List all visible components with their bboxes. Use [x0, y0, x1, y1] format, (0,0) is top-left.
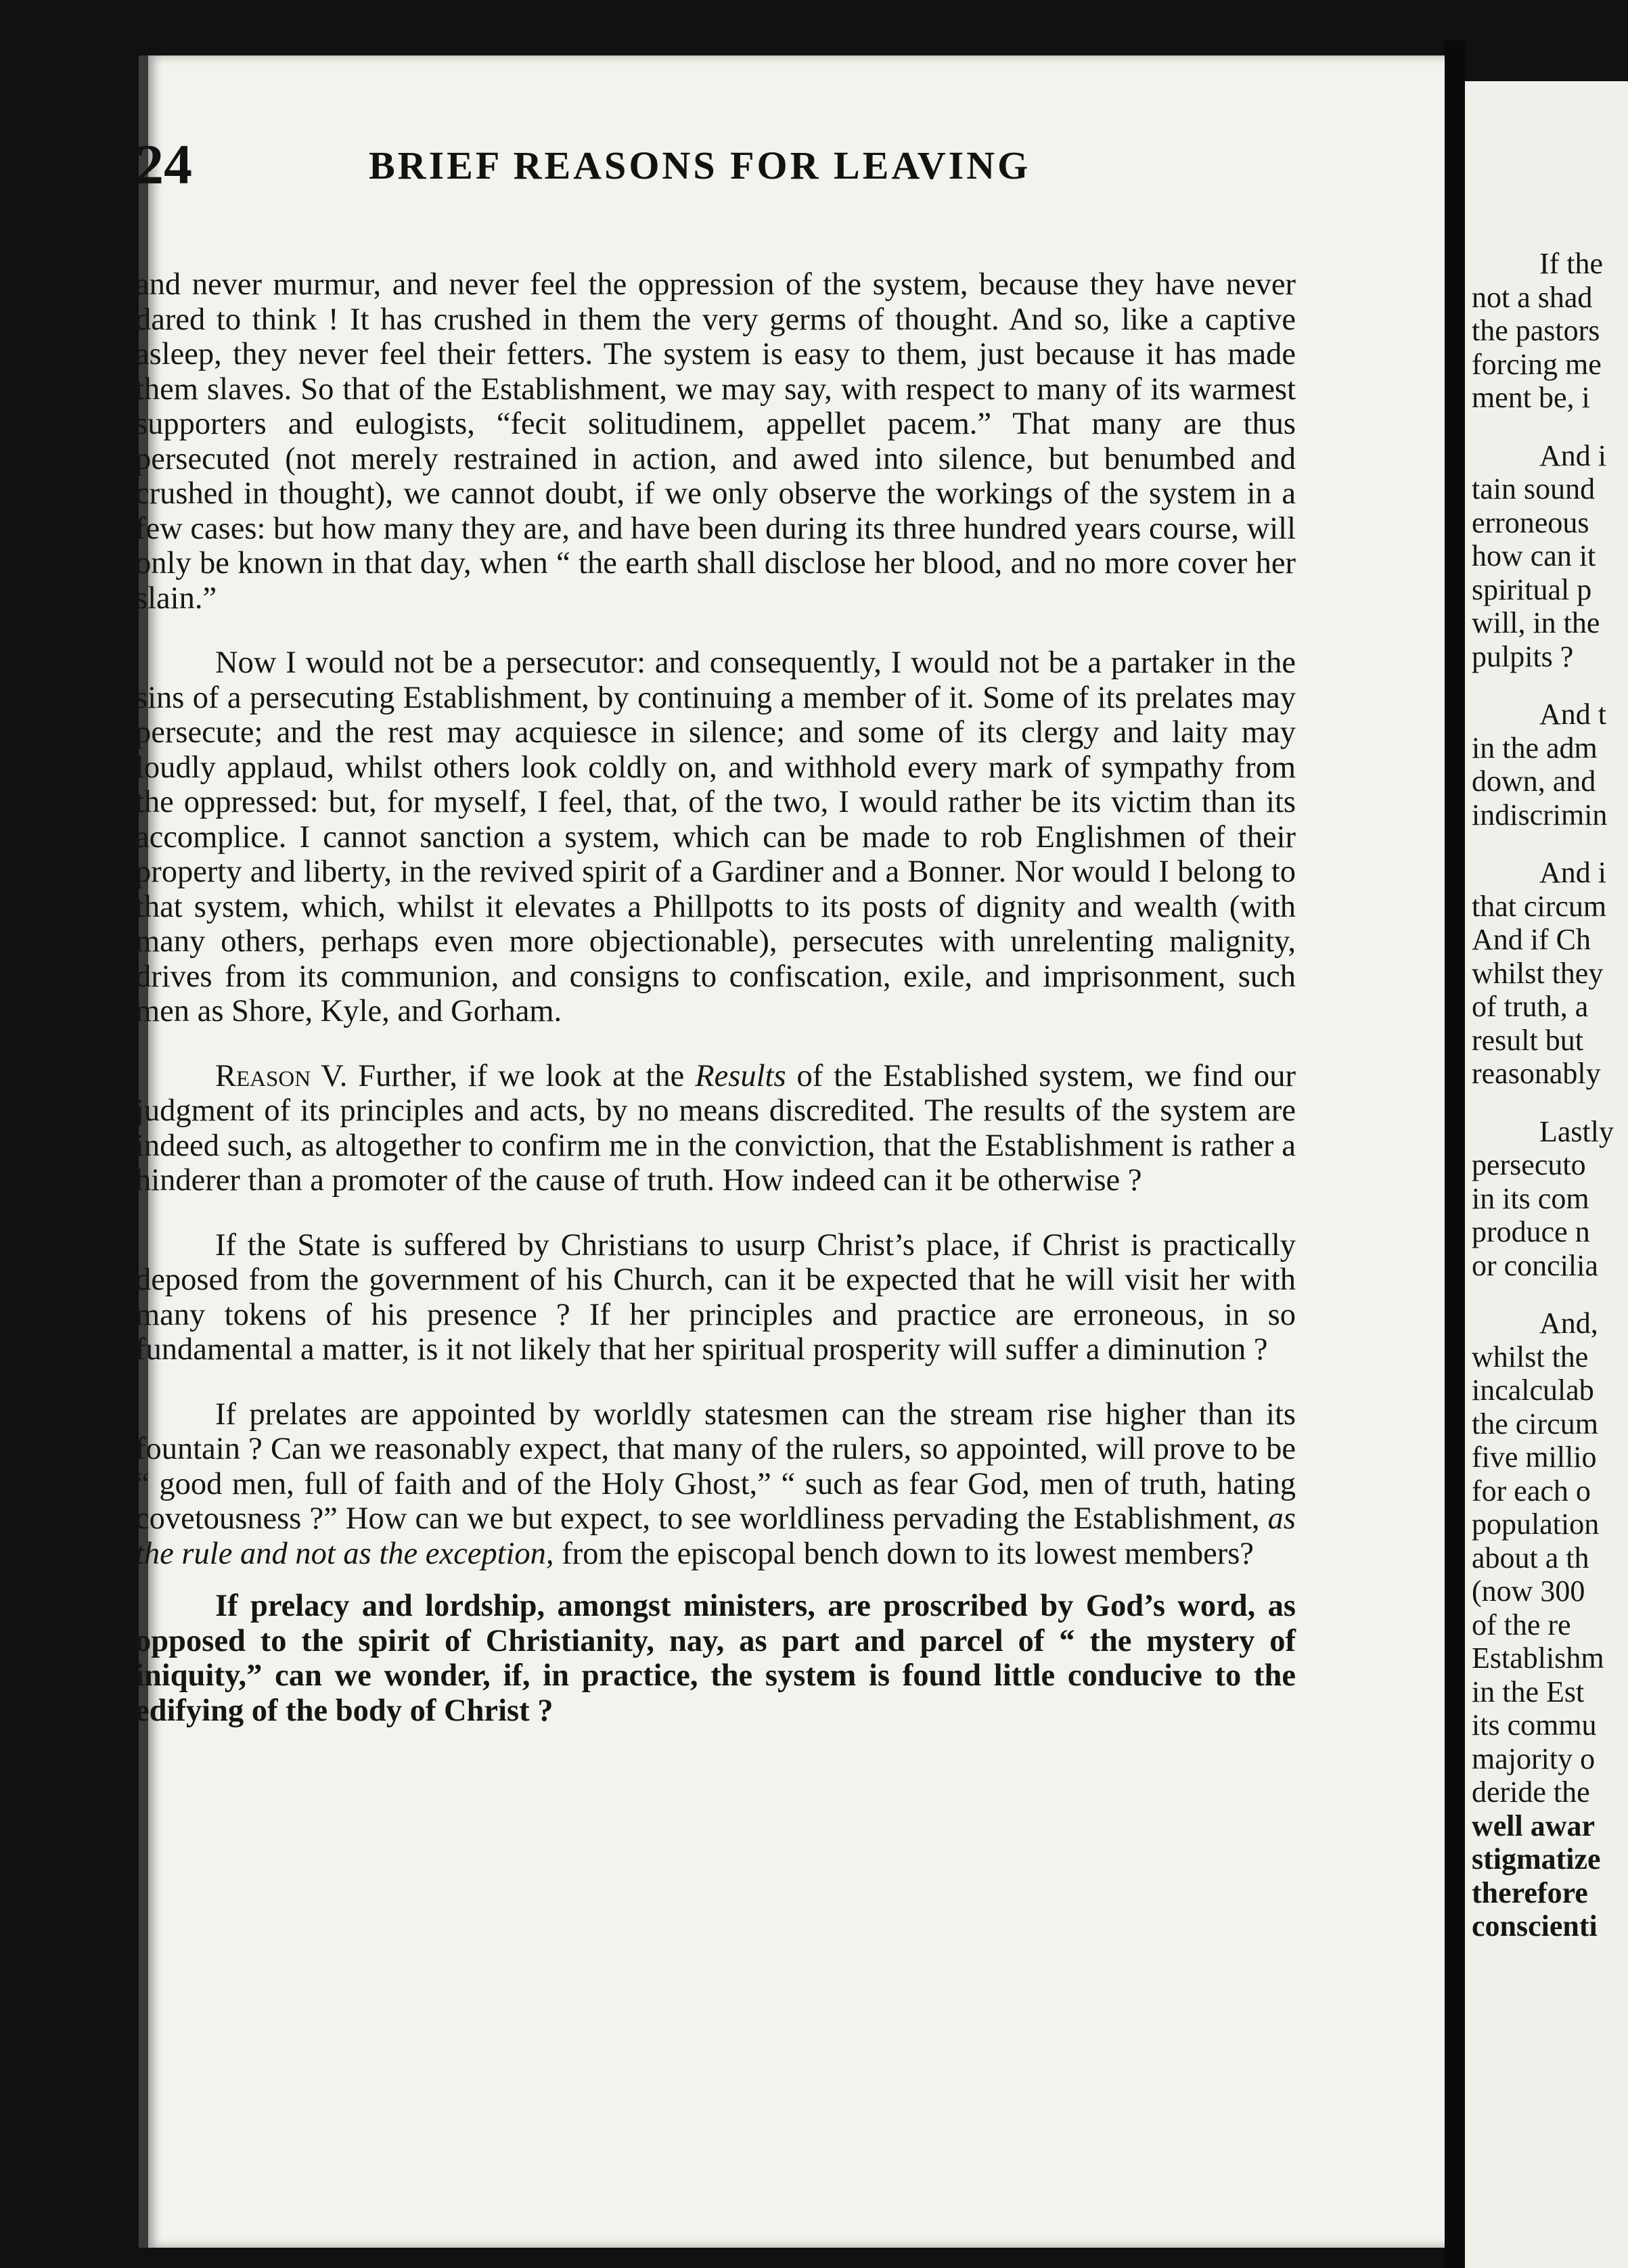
right-page-line: And, — [1539, 1307, 1598, 1340]
reason-text-b: of the Established system, we find our judgment of its principles and acts, by no means discredited. The results of the system are indeed such, as altogether to confirm me in the conviction, that the Establishment is rather a hinderer than a promoter of the cause of truth. How indeed can it be otherwise ? — [135, 1058, 1296, 1198]
paragraph-state: If the State is suffered by Christians to usurp Christ’s place, if Christ is practically deposed from the government of his Church, can it be expected that he will visit her with many tokens of his presence ? If her principles and practice are erroneous, in so fundamental a matter, is it not likely that her spiritual prosperity will suffer a diminution ? — [135, 1227, 1296, 1367]
prelates-emphasis: as the rule and not as the exception, — [135, 1501, 1296, 1571]
right-page-line: reasonably — [1472, 1057, 1601, 1090]
right-page-line: majority o — [1472, 1742, 1596, 1775]
right-page-line: (now 300 — [1472, 1574, 1585, 1608]
reason-emphasis: Results — [695, 1058, 786, 1093]
right-page-line: persecuto — [1472, 1148, 1586, 1181]
right-page-line: whilst the — [1472, 1340, 1589, 1374]
right-page-line: And t — [1539, 698, 1606, 731]
right-page-line: in the adm — [1472, 731, 1598, 765]
right-page-line: therefore — [1472, 1876, 1588, 1909]
right-page-line: about a th — [1472, 1541, 1589, 1574]
right-page-line: how can it — [1472, 539, 1596, 572]
prelates-text-b: from the episcopal bench down to its lowest members? — [553, 1536, 1254, 1571]
right-page-line: of truth, a — [1472, 990, 1589, 1023]
right-page-line: erroneous — [1472, 505, 1589, 539]
page-number: 24 — [135, 133, 192, 196]
main-text-column — [135, 267, 1296, 1728]
right-page-line: down, and — [1472, 765, 1596, 798]
right-page-line: or concilia — [1472, 1248, 1598, 1282]
right-page-line: ment be, i — [1472, 381, 1590, 414]
right-page-line: that circum — [1472, 889, 1607, 923]
right-page-line: tain sound — [1472, 472, 1596, 505]
paragraph-prelates — [135, 1397, 1296, 1572]
right-page-line: indiscrimin — [1472, 798, 1608, 832]
reason-text-a: Further, if we look at the — [347, 1058, 696, 1093]
right-page-line: forcing me — [1472, 347, 1602, 381]
right-page-line: And i — [1539, 438, 1606, 472]
paragraph-persecutor: Now I would not be a persecutor: and consequently, I would not be a partaker in the sins of a persecuting Establishment, by continuing a member of it. Some of its prelates may persecute; and the rest may acquiesce in silence; and some of its clergy and laity may loudly applaud, whilst others look coldly on, and withhold every mark of sympathy from the oppressed: but, for myself, I feel, that, of the two, I would rather be its victim than its accomplice. I cannot sanction a system, which can be made to rob Englishmen of their property and liberty, in the revived spirit of a Gardiner and a Bonner. Nor would I belong to that system, which, whilst it elevates a Phillpotts to its posts of dignity and wealth (with many others, perhaps even more objectionable), persecutes with unrelenting malignity, drives from its communion, and consigns to confiscation, exile, and imprisonment, such men as Shore, Kyle, and Gorham. — [135, 645, 1296, 1028]
right-page-line: deride the — [1472, 1775, 1590, 1809]
right-page-line: in the Est — [1472, 1675, 1585, 1708]
right-page-line: stigmatize — [1472, 1842, 1601, 1876]
right-page-line: not a shad — [1472, 280, 1593, 314]
right-page-line: well awar — [1472, 1809, 1596, 1842]
right-page-line: spiritual p — [1472, 572, 1592, 606]
right-page-line: produce n — [1472, 1215, 1590, 1248]
reason-label: Reason V. — [215, 1058, 348, 1093]
paragraph-prelacy: If prelacy and lordship, amongst ministers, are proscribed by God’s word, as opposed to the spirit of Christianity, nay, as part and parcel of “ the mystery of iniquity,” can we wonder, if, in practice, the system is found little conducive to the edifying of the body of Christ ? — [135, 1589, 1296, 1728]
right-page-line: incalculab — [1472, 1374, 1594, 1407]
paragraph-reason-v — [135, 1059, 1296, 1198]
right-page-line: And i — [1539, 856, 1606, 889]
right-page-line: will, in the — [1472, 606, 1600, 639]
right-page-line: conscienti — [1472, 1909, 1598, 1943]
right-page-line: its commu — [1472, 1708, 1597, 1742]
right-page-line: the pastors — [1472, 314, 1600, 347]
right-page-line: And if Ch — [1472, 923, 1591, 956]
right-page-line: If the — [1539, 247, 1604, 280]
right-page-line: population — [1472, 1507, 1600, 1541]
prelates-text-a: If prelates are appointed by worldly statesmen can the stream rise higher than its fountain ? Can we reasonably expect, that many of the rulers, so appointed, will prove to be “ good men, full of faith and of the Holy Ghost,” “ such as fear God, men of truth, hating covetousness ?” How can we but expect, to see worldliness pervading the Establishment, — [135, 1397, 1296, 1536]
right-page-line: whilst they — [1472, 956, 1604, 990]
right-page-line: of the re — [1472, 1608, 1571, 1641]
right-page-line: the circum — [1472, 1407, 1598, 1441]
right-page-line: Establishm — [1472, 1641, 1604, 1675]
page-header — [135, 132, 1286, 220]
right-page-line: pulpits ? — [1472, 639, 1574, 673]
right-page-line: for each o — [1472, 1474, 1591, 1507]
right-page-line: five millio — [1472, 1441, 1597, 1474]
right-page-line: in its com — [1472, 1181, 1589, 1215]
paragraph-continuation: and never murmur, and never feel the oppression of the system, because they have never dared to think ! It has crushed in them the very germs of thought. And so, like a captive asleep, they never feel their fetters. The system is easy to them, just because it has made them slaves. So that of the Establishment, we may say, with respect to many of its warmest supporters and eulogists, “fecit solitudinem, appellet pacem.” That many are thus persecuted (not merely restrained in action, and awed into silence, but benumbed and crushed in thought), we cannot doubt, if we only observe the workings of the system in a few cases: but how many they are, and have been during its three hundred years course, will only be known in that day, when “ the earth shall disclose her blood, and no more cover her slain.” — [135, 267, 1296, 616]
running-title: BRIEF REASONS FOR LEAVING — [369, 143, 1031, 187]
book-gutter — [1445, 41, 1465, 2268]
right-page-text-fragment — [1472, 247, 1628, 1943]
right-page-line: result but — [1472, 1023, 1583, 1057]
right-page-line: Lastly — [1539, 1114, 1614, 1148]
